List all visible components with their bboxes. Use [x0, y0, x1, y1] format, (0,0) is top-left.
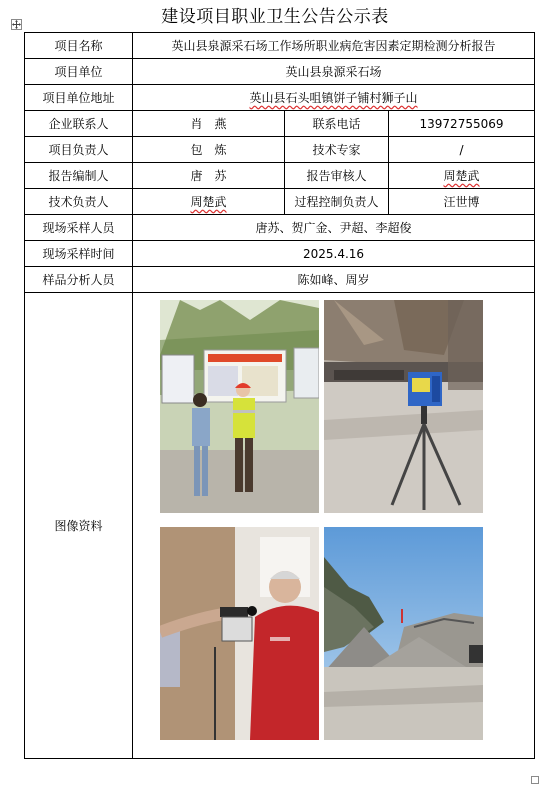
value-leader: 包 炼	[133, 137, 285, 163]
label-samplers: 现场采样人员	[25, 215, 133, 241]
label-images: 图像资料	[25, 293, 133, 759]
label-contact: 企业联系人	[25, 111, 133, 137]
row-project-unit	[25, 59, 535, 85]
document-title: 建设项目职业卫生公告公示表	[161, 7, 389, 27]
value-project-address	[133, 85, 535, 111]
row-leader	[25, 137, 535, 163]
value-sample-time: 2025.4.16	[133, 241, 535, 267]
row-sample-time	[25, 241, 535, 267]
disclosure-table	[24, 32, 535, 759]
row-tech-lead	[25, 189, 535, 215]
value-phone: 13972755069	[389, 111, 535, 137]
row-samplers	[25, 215, 535, 241]
photo-worker-measuring	[160, 527, 319, 740]
value-analysts: 陈如峰、周岁	[133, 267, 535, 293]
label-editor: 报告编制人	[25, 163, 133, 189]
label-sample-time: 现场采样时间	[25, 241, 133, 267]
label-project-address: 项目单位地址	[25, 85, 133, 111]
label-project-name: 项目名称	[25, 33, 133, 59]
value-project-address-text: 英山县石头咀镇饼子铺村狮子山	[249, 91, 418, 105]
value-contact: 肖 燕	[133, 111, 285, 137]
label-reviewer: 报告审核人	[285, 163, 389, 189]
value-samplers: 唐苏、贺广金、尹超、李超俊	[133, 215, 535, 241]
row-project-address	[25, 85, 535, 111]
value-project-name: 英山县泉源采石场工作场所职业病危害因素定期检测分析报告	[133, 33, 535, 59]
label-analysts: 样品分析人员	[25, 267, 133, 293]
label-phone: 联系电话	[285, 111, 389, 137]
value-tech-lead-text: 周楚武	[190, 195, 227, 209]
row-editor	[25, 163, 535, 189]
images-cell	[133, 293, 535, 759]
label-leader: 项目负责人	[25, 137, 133, 163]
row-project-name	[25, 33, 535, 59]
value-reviewer	[389, 163, 535, 189]
label-expert: 技术专家	[285, 137, 389, 163]
value-editor: 唐 苏	[133, 163, 285, 189]
row-analysts	[25, 267, 535, 293]
table-resize-handle[interactable]	[531, 776, 539, 784]
value-project-unit: 英山县泉源采石场	[133, 59, 535, 85]
photo-site-staff	[160, 300, 319, 513]
value-process-control: 汪世博	[389, 189, 535, 215]
photo-instrument-tripod	[324, 300, 483, 513]
value-tech-lead	[133, 189, 285, 215]
value-reviewer-text: 周楚武	[443, 169, 480, 183]
value-expert: /	[389, 137, 535, 163]
row-images	[25, 293, 535, 759]
row-contact	[25, 111, 535, 137]
label-project-unit: 项目单位	[25, 59, 133, 85]
photo-quarry-site	[324, 527, 483, 740]
label-process-control: 过程控制负责人	[285, 189, 389, 215]
label-tech-lead: 技术负责人	[25, 189, 133, 215]
